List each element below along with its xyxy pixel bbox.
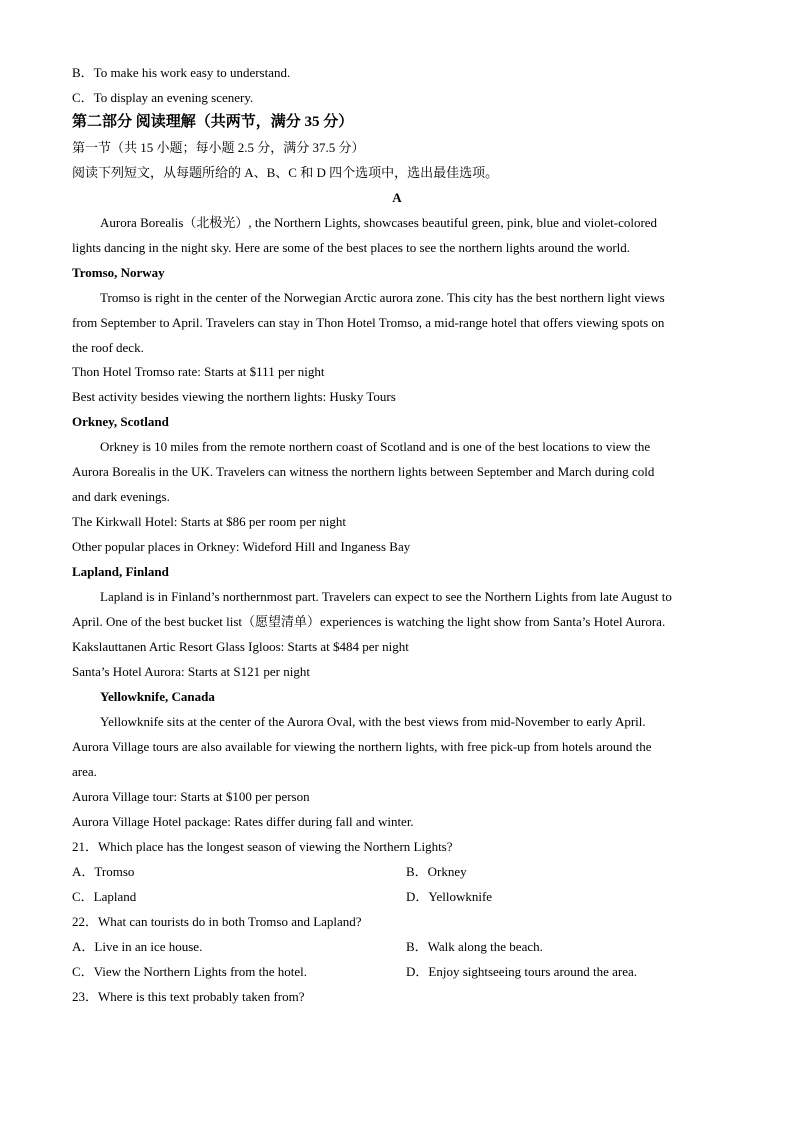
yellowknife-paragraph-line-2: Aurora Village tours are also available for viewing the northern lights, with free pick-up from hotels around the <box>72 739 652 754</box>
lapland-paragraph-line-1: Lapland is in Finland’s northernmost part. Travelers can expect to see the Northern Lights from late August to <box>100 589 672 604</box>
yellowknife-paragraph-line-1: Yellowknife sits at the center of the Aurora Oval, with the best views from mid-November to early April. <box>100 714 646 729</box>
question-21-stem: 21．Which place has the longest season of viewing the Northern Lights? <box>72 839 453 854</box>
orkney-paragraph-line-3: and dark evenings. <box>72 489 170 504</box>
orkney-paragraph-line-1: Orkney is 10 miles from the remote northern coast of Scotland and is one of the best locations to view the <box>100 439 651 454</box>
passage-label: A <box>392 190 402 205</box>
part-title: 第二部分 阅读理解（共两节，满分 35 分） <box>72 114 354 130</box>
question-21-option-a: A．Tromso <box>72 864 135 879</box>
subsection-title: 第一节（共 15 小题；每小题 2.5 分，满分 37.5 分） <box>72 140 365 155</box>
tromso-rate: Thon Hotel Tromso rate: Starts at $111 per night <box>72 364 325 379</box>
question-22-option-c: C．View the Northern Lights from the hotel. <box>72 964 307 979</box>
yellowknife-package: Aurora Village Hotel package: Rates differ during fall and winter. <box>72 814 414 829</box>
intro-line-1: Aurora Borealis（北极光）, the Northern Lights, showcases beautiful green, pink, blue and violet-colored <box>100 215 658 230</box>
question-22-option-b: B．Walk along the beach. <box>406 939 543 954</box>
lapland-santa-hotel: Santa’s Hotel Aurora: Starts at S121 per night <box>72 664 310 679</box>
tromso-paragraph-line-1: Tromso is right in the center of the Norwegian Arctic aurora zone. This city has the best northern light views <box>100 290 665 305</box>
yellowknife-heading: Yellowknife, Canada <box>100 689 215 704</box>
question-22-option-d: D．Enjoy sightseeing tours around the area. <box>406 964 638 979</box>
tromso-paragraph-line-2: from September to April. Travelers can stay in Thon Hotel Tromso, a mid-range hotel that offers viewing spots on <box>72 315 665 330</box>
question-21-option-d: D．Yellowknife <box>406 889 493 904</box>
tromso-paragraph-line-3: the roof deck. <box>72 340 144 355</box>
orkney-paragraph-line-2: Aurora Borealis in the UK. Travelers can witness the northern lights between September and March during cold <box>72 464 655 479</box>
question-21-option-c: C．Lapland <box>72 889 137 904</box>
instruction: 阅读下列短文，从每题所给的 A、B、C 和 D 四个选项中，选出最佳选项。 <box>72 165 499 180</box>
lapland-igloos: Kakslauttanen Artic Resort Glass Igloos: Starts at $484 per night <box>72 639 409 654</box>
lapland-paragraph-line-2: April. One of the best bucket list（愿望清单）experiences is watching the light show from Santa’s Hotel Aurora. <box>72 614 666 629</box>
lapland-heading: Lapland, Finland <box>72 564 169 579</box>
orkney-places: Other popular places in Orkney: Wideford Hill and Inganess Bay <box>72 539 411 554</box>
orkney-hotel: The Kirkwall Hotel: Starts at $86 per room per night <box>72 514 347 529</box>
orkney-heading: Orkney, Scotland <box>72 414 169 429</box>
option-b-previous: B．To make his work easy to understand. <box>72 65 291 80</box>
question-22-stem: 22．What can tourists do in both Tromso and Lapland? <box>72 914 362 929</box>
intro-line-2: lights dancing in the night sky. Here are some of the best places to see the northern lights around the world. <box>72 240 631 255</box>
question-21-option-b: B．Orkney <box>406 864 467 879</box>
question-22-option-a: A．Live in an ice house. <box>72 939 203 954</box>
option-c-previous: C．To display an evening scenery. <box>72 90 254 105</box>
yellowknife-paragraph-line-3: area. <box>72 764 97 779</box>
yellowknife-tour: Aurora Village tour: Starts at $100 per person <box>72 789 310 804</box>
tromso-activity: Best activity besides viewing the northern lights: Husky Tours <box>72 389 396 404</box>
tromso-heading: Tromso, Norway <box>72 265 165 280</box>
question-23-stem: 23．Where is this text probably taken from? <box>72 989 305 1004</box>
